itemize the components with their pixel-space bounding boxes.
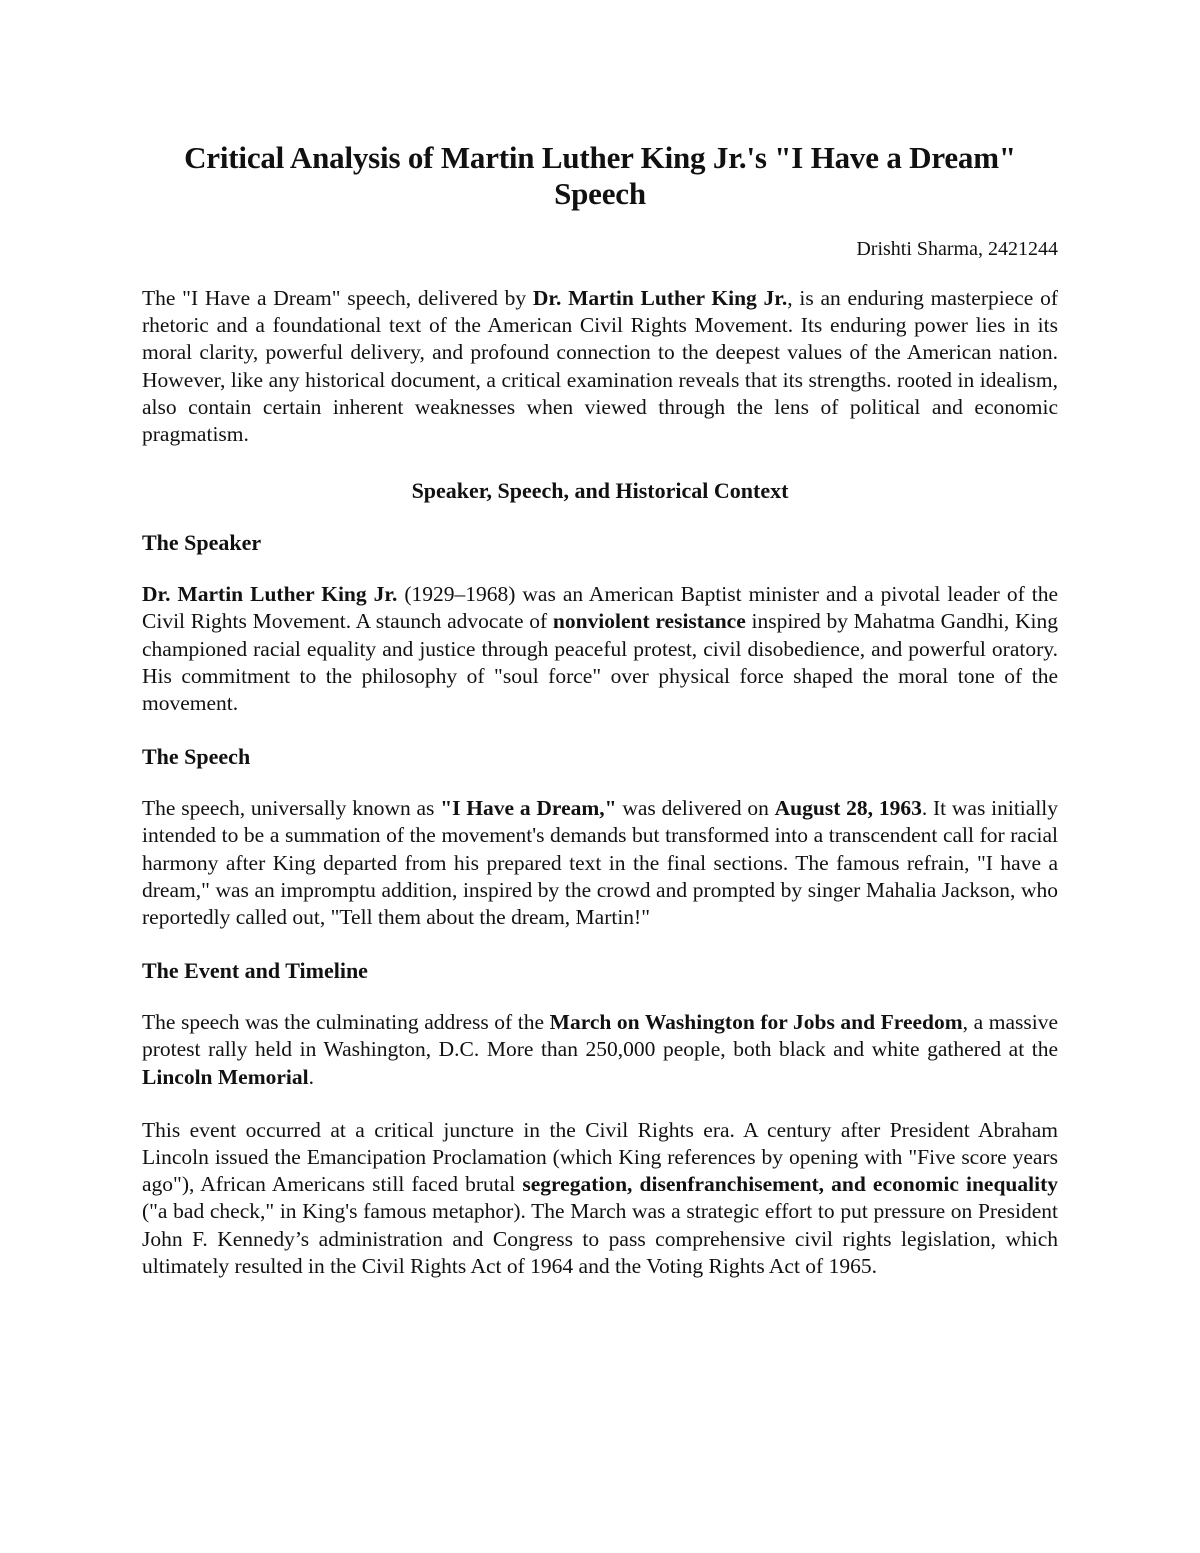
event-paragraph-1 (142, 1009, 1058, 1091)
intro-text-2: , is an enduring masterpiece of rhetoric and a foundational text of the American Civil Rights Movement. Its enduring power lies in its moral clarity, powerful delivery, and profound connection to the deepest values of the American nation. However, like any historical document, a critical examination reveals that its strengths. rooted in idealism, also contain certain inherent weaknesses when viewed through the lens of political and economic pragmatism. (142, 286, 1058, 447)
document-title: Critical Analysis of Martin Luther King Jr.'s "I Have a Dream" Speech (184, 140, 1016, 211)
speaker-bold-name: Dr. Martin Luther King Jr. (142, 582, 398, 607)
speech-text-1: The speech, universally known as (142, 796, 441, 821)
intro-text-1: The "I Have a Dream" speech, delivered by (142, 286, 533, 310)
speech-heading: The Speech (142, 744, 251, 770)
speaker-bold-resistance: nonviolent resistance (552, 609, 746, 634)
speech-paragraph (142, 795, 1058, 931)
event-p1-text-3: . (308, 1064, 314, 1089)
event-p2-text-2: ("a bad check," in King's famous metaphor). The March was a strategic effort to put pressure on President John F. Kennedy’s administration and Congress to pass comprehensive civil rights legislation, which ultimately resulted in the Civil Rights Act of 1964 and the Voting Rights Act of 1965. (142, 1199, 1058, 1278)
event-p1-text-2: , a massive protest rally held in Washington, D.C. More than 250,000 people, both black and white gathered at the (142, 1010, 1059, 1062)
event-paragraph-2 (142, 1117, 1058, 1280)
section-heading: Speaker, Speech, and Historical Context (411, 478, 789, 504)
event-bold-march: March on Washington for Jobs and Freedom (549, 1010, 963, 1035)
speech-text-2: was delivered on (616, 796, 775, 821)
speaker-heading: The Speaker (142, 530, 262, 556)
speech-text-3: . It was initially intended to be a summation of the movement's demands but transformed into a transcendent call for racial harmony after King departed from his prepared text in the final sections. The famous refrain, "I have a dream," was an impromptu addition, inspired by the crowd and prompted by singer Mahalia Jackson, who reportedly called out, "Tell them about the dream, Martin!" (142, 796, 1059, 930)
speaker-text-1: (1929–1968) was an American Baptist minister and a pivotal leader of the Civil Rights Movement. A staunch advocate of (142, 582, 1059, 634)
speech-bold-date: August 28, 1963 (774, 796, 922, 821)
intro-paragraph (142, 285, 1058, 448)
event-bold-inequality: segregation, disenfranchisement, and economic inequality (522, 1172, 1058, 1197)
event-bold-memorial: Lincoln Memorial (142, 1064, 309, 1089)
speaker-paragraph (142, 581, 1058, 717)
speech-bold-title: "I Have a Dream," (440, 796, 617, 821)
intro-bold-name: Dr. Martin Luther King Jr. (532, 286, 788, 310)
event-p2-text-1: This event occurred at a critical juncture in the Civil Rights era. A century after President Abraham Lincoln issued the Emancipation Proclamation (which King references by opening with "Five score years ago"), African Americans still faced brutal (142, 1117, 1058, 1197)
speaker-text-2: inspired by Mahatma Gandhi, King championed racial equality and justice through peaceful protest, civil disobedience, and powerful oratory. His commitment to the philosophy of "soul force" over physical force shaped the moral tone of the movement. (142, 609, 1058, 716)
event-heading: The Event and Timeline (142, 958, 368, 984)
event-p1-text-1: The speech was the culminating address of the (142, 1010, 550, 1035)
author-line: Drishti Sharma, 2421244 (856, 238, 1058, 260)
